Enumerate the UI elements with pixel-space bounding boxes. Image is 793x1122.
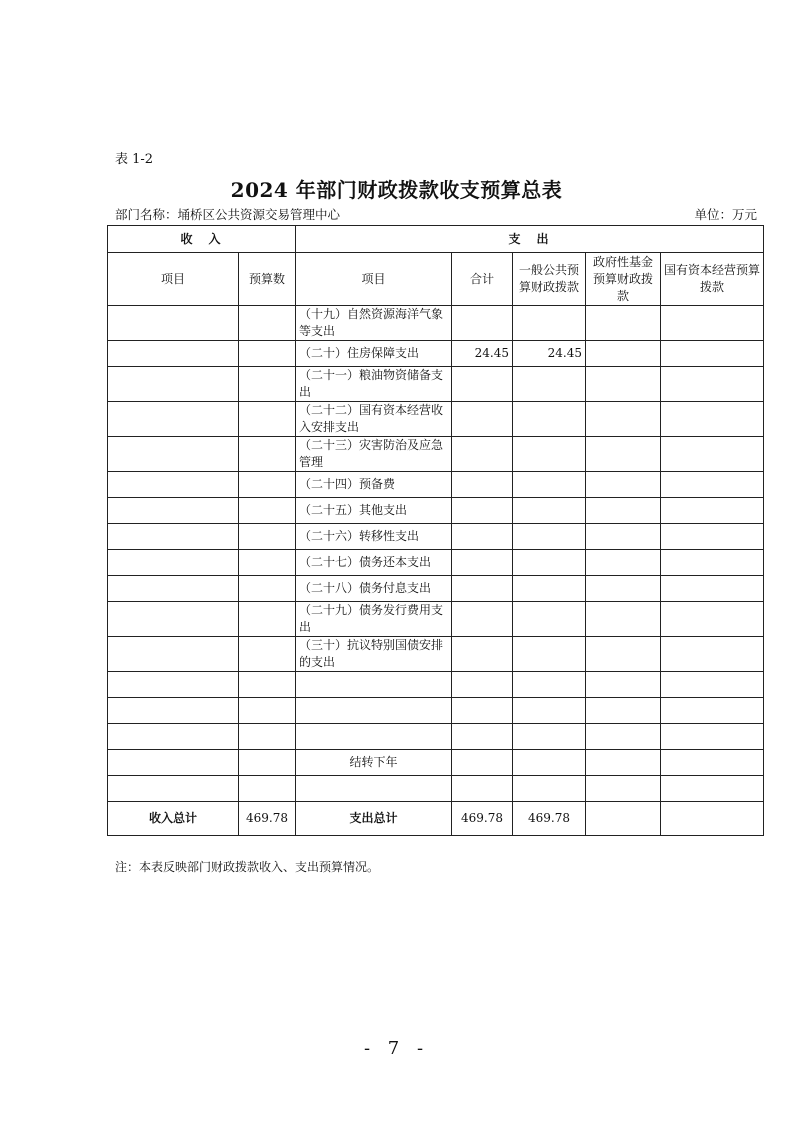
totals-row	[108, 802, 764, 836]
footnote: 注：本表反映部门财政拨款收入、支出预算情况。	[115, 860, 380, 874]
expense-gov-fund-cell	[586, 498, 661, 524]
expense-item-cell: （二十九）债务发行费用支出	[296, 602, 452, 637]
expense-state-capital-cell	[661, 437, 764, 472]
expense-gov-fund-cell	[586, 602, 661, 637]
expense-item-cell: （二十）住房保障支出	[296, 341, 452, 367]
income-budget-cell	[239, 498, 296, 524]
expense-total-cell	[452, 637, 513, 672]
expense-total-cell	[452, 602, 513, 637]
col-expense-item: 项目	[296, 253, 452, 306]
income-item-cell	[108, 698, 239, 724]
income-budget-cell	[239, 306, 296, 341]
income-item-cell	[108, 341, 239, 367]
expense-state-capital-cell	[661, 576, 764, 602]
expense-item-cell: （二十一）粮油物资储备支出	[296, 367, 452, 402]
section-header-row	[108, 226, 764, 253]
page-number: - 7 -	[363, 1038, 430, 1059]
table-row	[108, 524, 764, 550]
income-item-cell	[108, 472, 239, 498]
expense-general-cell	[513, 637, 586, 672]
income-item-cell	[108, 306, 239, 341]
expense-total-label: 支出总计	[296, 802, 452, 836]
expense-general-cell	[513, 437, 586, 472]
income-budget-cell	[239, 437, 296, 472]
col-gov-fund: 政府性基金预算财政拨款	[586, 253, 661, 306]
expense-item-cell: （二十五）其他支出	[296, 498, 452, 524]
expense-state-capital-cell	[661, 750, 764, 776]
table-label: 表 1-2	[115, 152, 154, 167]
expense-general-cell	[513, 402, 586, 437]
expense-total-cell	[452, 367, 513, 402]
table-row	[108, 672, 764, 698]
income-item-cell	[108, 637, 239, 672]
income-item-cell	[108, 498, 239, 524]
expense-gov-fund-cell	[586, 672, 661, 698]
expense-state-capital-cell	[661, 724, 764, 750]
col-total: 合计	[452, 253, 513, 306]
income-budget-cell	[239, 776, 296, 802]
income-budget-cell	[239, 602, 296, 637]
col-income-budget: 预算数	[239, 253, 296, 306]
expense-state-capital-cell	[661, 306, 764, 341]
income-item-cell	[108, 576, 239, 602]
expense-state-capital-cell	[661, 524, 764, 550]
expense-item-cell	[296, 776, 452, 802]
expense-gov-fund-total	[586, 802, 661, 836]
expense-gov-fund-cell	[586, 576, 661, 602]
expense-total-value: 469.78	[452, 802, 513, 836]
expense-general-cell	[513, 776, 586, 802]
expense-item-cell: （二十八）债务付息支出	[296, 576, 452, 602]
table-row	[108, 576, 764, 602]
expense-general-cell	[513, 750, 586, 776]
table-row	[108, 472, 764, 498]
expense-total-cell	[452, 437, 513, 472]
income-budget-cell	[239, 724, 296, 750]
income-item-cell	[108, 524, 239, 550]
expense-general-cell	[513, 472, 586, 498]
expense-item-cell	[296, 672, 452, 698]
budget-table	[107, 225, 764, 836]
income-item-cell	[108, 750, 239, 776]
expense-gov-fund-cell	[586, 750, 661, 776]
table-row	[108, 341, 764, 367]
income-budget-cell	[239, 750, 296, 776]
table-row	[108, 367, 764, 402]
expense-state-capital-cell	[661, 550, 764, 576]
expense-state-capital-cell	[661, 776, 764, 802]
expense-header: 支 出	[296, 226, 764, 253]
income-budget-cell	[239, 698, 296, 724]
expense-item-cell: 结转下年	[296, 750, 452, 776]
income-budget-cell	[239, 367, 296, 402]
expense-total-cell	[452, 402, 513, 437]
expense-item-cell: （二十二）国有资本经营收入安排支出	[296, 402, 452, 437]
expense-gov-fund-cell	[586, 437, 661, 472]
income-item-cell	[108, 402, 239, 437]
expense-item-cell: （二十七）债务还本支出	[296, 550, 452, 576]
expense-state-capital-cell	[661, 472, 764, 498]
income-budget-cell	[239, 672, 296, 698]
income-budget-cell	[239, 576, 296, 602]
expense-item-cell: （二十三）灾害防治及应急管理	[296, 437, 452, 472]
income-budget-cell	[239, 472, 296, 498]
income-budget-cell	[239, 524, 296, 550]
table-row	[108, 750, 764, 776]
expense-item-cell: （二十四）预备费	[296, 472, 452, 498]
expense-gov-fund-cell	[586, 367, 661, 402]
expense-gov-fund-cell	[586, 524, 661, 550]
table-row	[108, 637, 764, 672]
expense-total-cell	[452, 672, 513, 698]
expense-gov-fund-cell	[586, 306, 661, 341]
income-item-cell	[108, 550, 239, 576]
expense-state-capital-cell	[661, 367, 764, 402]
expense-item-cell: （三十）抗议特别国债安排的支出	[296, 637, 452, 672]
col-general-budget: 一般公共预算财政拨款	[513, 253, 586, 306]
income-budget-cell	[239, 637, 296, 672]
department-name: 部门名称：埇桥区公共资源交易管理中心	[115, 207, 341, 222]
income-item-cell	[108, 672, 239, 698]
expense-general-cell	[513, 524, 586, 550]
expense-gov-fund-cell	[586, 402, 661, 437]
income-total-label: 收入总计	[108, 802, 239, 836]
expense-total-cell	[452, 576, 513, 602]
expense-item-cell: （十九）自然资源海洋气象等支出	[296, 306, 452, 341]
expense-total-cell	[452, 524, 513, 550]
expense-gov-fund-cell	[586, 472, 661, 498]
expense-state-capital-cell	[661, 341, 764, 367]
expense-total-cell	[452, 776, 513, 802]
expense-gov-fund-cell	[586, 341, 661, 367]
expense-state-capital-cell	[661, 498, 764, 524]
table-row	[108, 602, 764, 637]
expense-general-cell	[513, 602, 586, 637]
expense-general-cell	[513, 698, 586, 724]
expense-gov-fund-cell	[586, 724, 661, 750]
table-row	[108, 498, 764, 524]
expense-general-cell	[513, 550, 586, 576]
expense-total-cell	[452, 724, 513, 750]
expense-general-cell: 24.45	[513, 341, 586, 367]
expense-item-cell: （二十六）转移性支出	[296, 524, 452, 550]
table-row	[108, 402, 764, 437]
expense-gov-fund-cell	[586, 776, 661, 802]
column-header-row	[108, 253, 764, 306]
table-row	[108, 306, 764, 341]
expense-general-cell	[513, 724, 586, 750]
income-item-cell	[108, 724, 239, 750]
table-row	[108, 437, 764, 472]
expense-state-capital-cell	[661, 602, 764, 637]
income-item-cell	[108, 437, 239, 472]
expense-item-cell	[296, 698, 452, 724]
expense-general-total: 469.78	[513, 802, 586, 836]
table-row	[108, 776, 764, 802]
expense-gov-fund-cell	[586, 550, 661, 576]
expense-item-cell	[296, 724, 452, 750]
income-budget-cell	[239, 402, 296, 437]
expense-general-cell	[513, 672, 586, 698]
income-item-cell	[108, 367, 239, 402]
data-rows	[108, 306, 764, 802]
income-budget-cell	[239, 550, 296, 576]
income-header: 收 入	[108, 226, 296, 253]
expense-general-cell	[513, 306, 586, 341]
income-item-cell	[108, 602, 239, 637]
expense-general-cell	[513, 576, 586, 602]
page-title: 2024 年部门财政拨款收支预算总表	[230, 178, 563, 202]
expense-general-cell	[513, 498, 586, 524]
expense-state-capital-cell	[661, 637, 764, 672]
col-income-item: 项目	[108, 253, 239, 306]
expense-total-cell	[452, 498, 513, 524]
unit-label: 单位：万元	[694, 207, 757, 222]
expense-state-capital-cell	[661, 402, 764, 437]
expense-state-capital-cell	[661, 698, 764, 724]
col-state-capital: 国有资本经营预算拨款	[661, 253, 764, 306]
income-total-value: 469.78	[239, 802, 296, 836]
table-row	[108, 550, 764, 576]
expense-general-cell	[513, 367, 586, 402]
expense-state-capital-total	[661, 802, 764, 836]
expense-state-capital-cell	[661, 672, 764, 698]
expense-total-cell	[452, 472, 513, 498]
table-row	[108, 698, 764, 724]
income-budget-cell	[239, 341, 296, 367]
expense-total-cell	[452, 750, 513, 776]
income-item-cell	[108, 776, 239, 802]
expense-total-cell: 24.45	[452, 341, 513, 367]
expense-total-cell	[452, 698, 513, 724]
expense-total-cell	[452, 306, 513, 341]
expense-total-cell	[452, 550, 513, 576]
expense-gov-fund-cell	[586, 637, 661, 672]
expense-gov-fund-cell	[586, 698, 661, 724]
table-row	[108, 724, 764, 750]
